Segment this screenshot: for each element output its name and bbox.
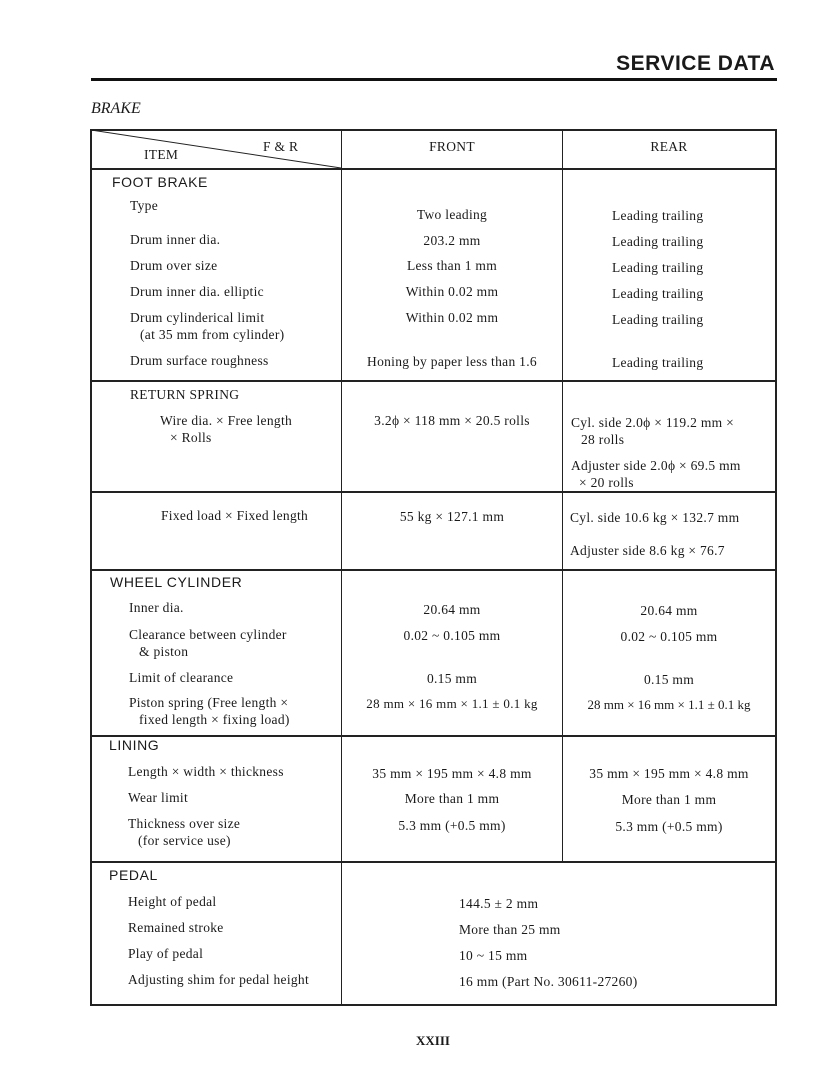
- wheel-cylinder-item: Inner dia.: [129, 600, 184, 615]
- pedal-item: Remained stroke: [128, 920, 224, 935]
- return-spring-fixed-item: Fixed load × Fixed length: [161, 508, 309, 523]
- wheel-cylinder-front: 0.02 ~ 0.105 mm: [403, 628, 501, 643]
- row-divider-wire: [90, 491, 777, 493]
- return-spring-wire-rear-cyl: Cyl. side 2.0ϕ × 119.2 mm ×: [571, 415, 735, 430]
- header-front: FRONT: [429, 139, 475, 154]
- lining-rear: 5.3 mm (+0.5 mm): [615, 819, 723, 834]
- foot-brake-item: Drum cylinderical limit: [130, 310, 265, 325]
- lining-front: 35 mm × 195 mm × 4.8 mm: [372, 766, 532, 781]
- foot-brake-item: Type: [130, 198, 158, 213]
- foot-brake-rear: Leading trailing: [612, 355, 704, 370]
- return-spring-fixed-rear-cyl: Cyl. side 10.6 kg × 132.7 mm: [570, 510, 740, 525]
- foot-brake-item: Drum over size: [130, 258, 218, 273]
- column-divider-rear: [562, 129, 563, 863]
- row-divider-wheel-cylinder: [90, 735, 777, 737]
- lining-item: Length × width × thickness: [128, 764, 284, 779]
- lining-item: Thickness over size: [128, 816, 241, 831]
- foot-brake-rear: Leading trailing: [612, 208, 704, 223]
- section-title: BRAKE: [91, 100, 141, 117]
- foot-brake-rear: Leading trailing: [612, 286, 704, 301]
- row-divider-lining: [90, 861, 777, 863]
- wheel-cylinder-front: 28 mm × 16 mm × 1.1 ± 0.1 kg: [366, 696, 538, 711]
- foot-brake-rear: Leading trailing: [612, 312, 704, 327]
- return-spring-wire-item: Wire dia. × Free length: [160, 413, 293, 428]
- return-spring-wire-rear-cyl-rolls: 28 rolls: [581, 432, 625, 447]
- return-spring-wire-rear-adjuster: Adjuster side 2.0ϕ × 69.5 mm: [571, 458, 741, 473]
- header-diagonal-line: [91, 130, 342, 169]
- foot-brake-front: Within 0.02 mm: [405, 310, 499, 325]
- foot-brake-front: Less than 1 mm: [406, 258, 498, 273]
- pedal-item: Adjusting shim for pedal height: [128, 972, 310, 987]
- pedal-value: 144.5 ± 2 mm: [459, 896, 539, 911]
- wheel-cylinder-rear: 20.64 mm: [640, 603, 698, 618]
- wheel-cylinder-rear: 0.02 ~ 0.105 mm: [620, 629, 718, 644]
- foot-brake-front: Within 0.02 mm: [405, 284, 499, 299]
- wheel-cylinder-item: Piston spring (Free length ×: [129, 695, 289, 710]
- page-header: SERVICE DATA: [616, 52, 775, 75]
- wheel-cylinder-item-note: fixed length × fixing load): [139, 712, 290, 727]
- lining-rear: More than 1 mm: [621, 792, 717, 807]
- return-spring-fixed-front: 55 kg × 127.1 mm: [399, 509, 505, 524]
- lining-item: Wear limit: [128, 790, 189, 805]
- pedal-value: More than 25 mm: [459, 922, 561, 937]
- foot-brake-front: Two leading: [416, 207, 488, 222]
- table-border-bottom: [90, 1004, 777, 1006]
- pedal-item: Play of pedal: [128, 946, 204, 961]
- pedal-title: PEDAL: [109, 867, 158, 883]
- wheel-cylinder-front: 0.15 mm: [426, 671, 478, 686]
- return-spring-wire-front: 3.2ϕ × 118 mm × 20.5 rolls: [374, 413, 530, 428]
- lining-front: 5.3 mm (+0.5 mm): [398, 818, 506, 833]
- foot-brake-item: Drum inner dia.: [130, 232, 221, 247]
- wheel-cylinder-item: Clearance between cylinder: [129, 627, 287, 642]
- header-item: ITEM: [144, 147, 179, 162]
- foot-brake-title: FOOT BRAKE: [112, 174, 208, 190]
- table-border-left: [90, 129, 92, 1006]
- table-border-right: [775, 129, 777, 1006]
- foot-brake-rear: Leading trailing: [612, 234, 704, 249]
- header-rule: [91, 78, 777, 81]
- row-divider-fixed: [90, 569, 777, 571]
- lining-rear: 35 mm × 195 mm × 4.8 mm: [589, 766, 749, 781]
- lining-item-note: (for service use): [138, 833, 231, 848]
- foot-brake-front: Honing by paper less than 1.6: [367, 354, 537, 369]
- wheel-cylinder-item-note: & piston: [139, 644, 189, 659]
- foot-brake-item: Drum inner dia. elliptic: [130, 284, 264, 299]
- foot-brake-item-note: (at 35 mm from cylinder): [140, 327, 285, 342]
- wheel-cylinder-rear: 0.15 mm: [643, 672, 695, 687]
- foot-brake-front: 203.2 mm: [423, 233, 481, 248]
- return-spring-title: RETURN SPRING: [130, 387, 240, 402]
- foot-brake-rear: Leading trailing: [612, 260, 704, 275]
- page-number: XXIII: [416, 1033, 450, 1048]
- row-divider-foot-brake: [90, 380, 777, 382]
- return-spring-fixed-rear-adjuster: Adjuster side 8.6 kg × 76.7: [570, 543, 725, 558]
- wheel-cylinder-rear: 28 mm × 16 mm × 1.1 ± 0.1 kg: [587, 697, 751, 712]
- pedal-item: Height of pedal: [128, 894, 217, 909]
- header-rear: REAR: [650, 139, 688, 154]
- pedal-value: 16 mm (Part No. 30611-27260): [459, 974, 638, 989]
- wheel-cylinder-front: 20.64 mm: [423, 602, 481, 617]
- lining-title: LINING: [109, 737, 160, 753]
- header-fr: F & R: [263, 139, 299, 154]
- foot-brake-item: Drum surface roughness: [130, 353, 269, 368]
- wheel-cylinder-title: WHEEL CYLINDER: [110, 574, 243, 590]
- wheel-cylinder-item: Limit of clearance: [129, 670, 234, 685]
- return-spring-wire-item-2: × Rolls: [170, 430, 212, 445]
- return-spring-wire-rear-adjuster-rolls: × 20 rolls: [579, 475, 634, 490]
- lining-front: More than 1 mm: [404, 791, 500, 806]
- pedal-value: 10 ~ 15 mm: [459, 948, 528, 963]
